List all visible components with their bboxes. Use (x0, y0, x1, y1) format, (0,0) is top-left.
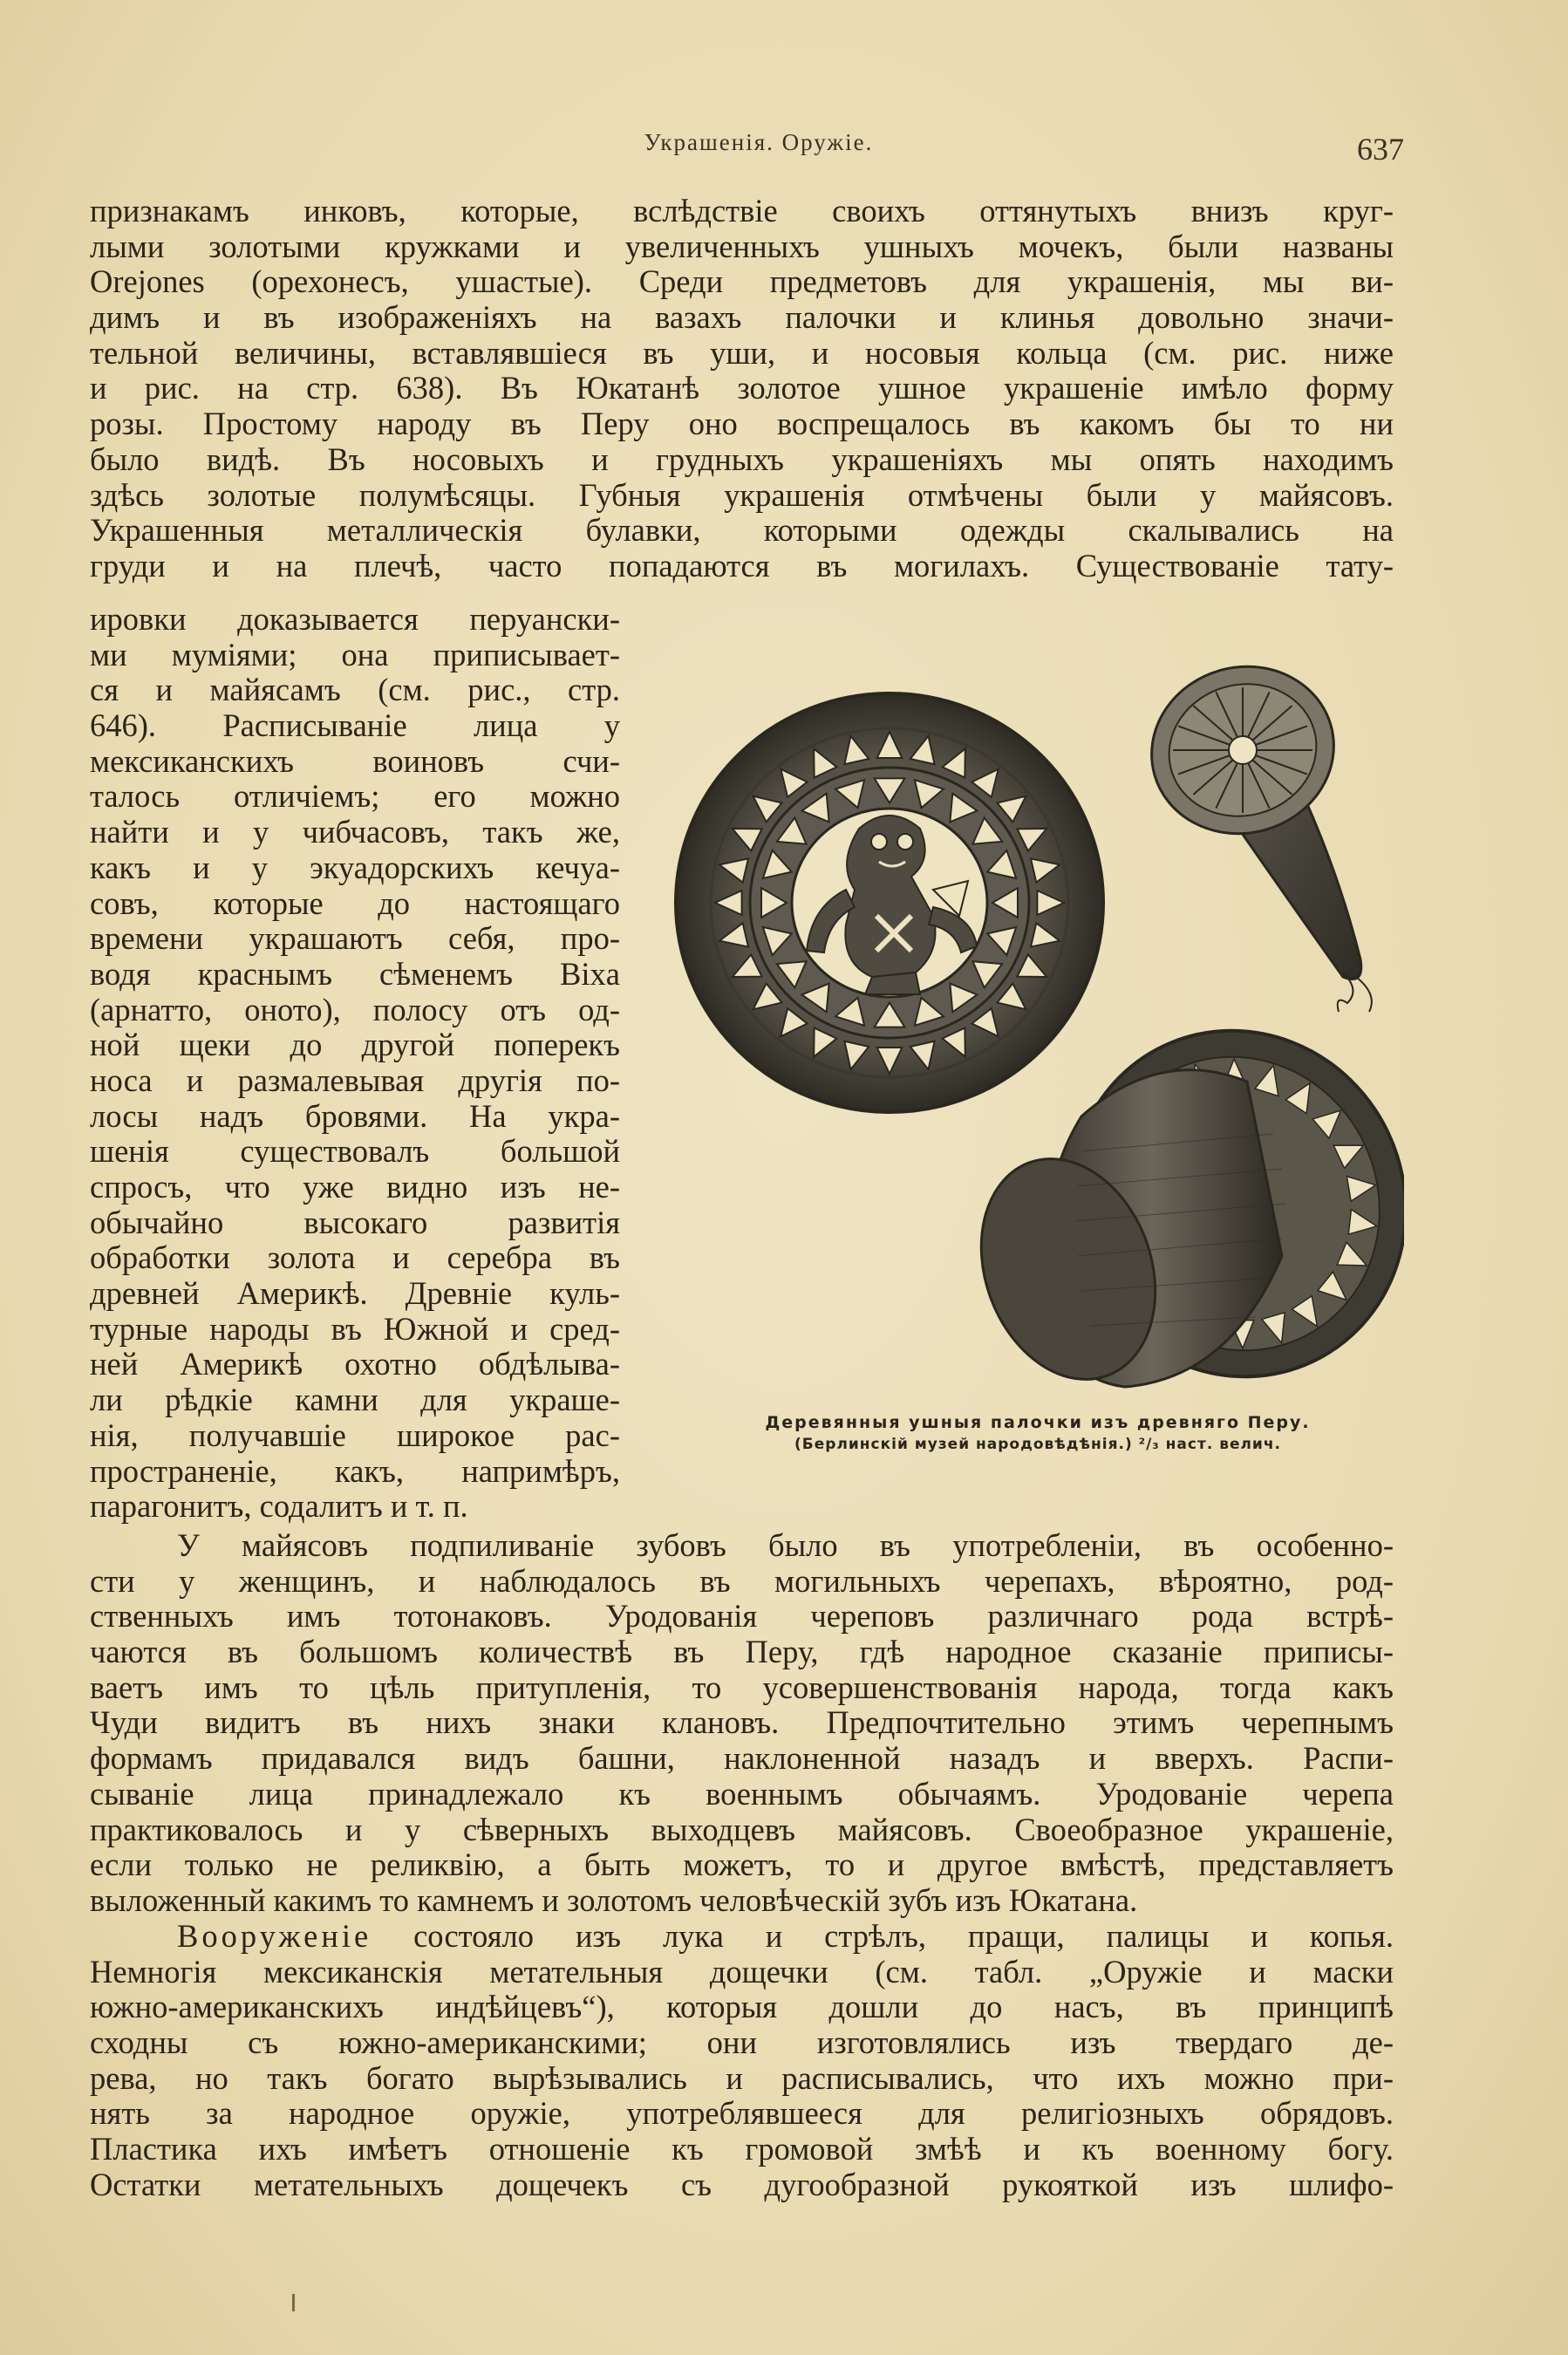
text-line: Чуди видитъ въ нихъ знаки клановъ. Предпочтительно этимъ черепнымъ (90, 1705, 1394, 1741)
text-line: ственныхъ имъ тотонаковъ. Уродованія череповъ различнаго рода встрѣ- (90, 1599, 1394, 1635)
text-line: У майясовъ подпиливаніе зубовъ было въ употребленіи, въ особенно- (177, 1528, 1394, 1563)
caption-source: (Берлинскій музей народовѣдѣнія.) ²/₃ наст. велич. (794, 1436, 1281, 1453)
text-line: сходны съ южно-американскими; они изготовлялись изъ твердаго де- (90, 2025, 1394, 2061)
text-line: выложенный какимъ то камнемъ и золотомъ человѣческій зубъ изъ Юкатана. (90, 1882, 1138, 1918)
text-line: лыми золотыми кружками и увеличенныхъ ушныхъ мочекъ, были названы (90, 229, 1394, 264)
text-line: и рис. на стр. 638). Въ Юкатанѣ золотое ушное украшеніе имѣло форму (90, 371, 1394, 406)
text-line: ней Америкѣ охотно обдѣлыва- (90, 1347, 620, 1382)
text-line: нять за народное оружіе, употреблявшееся для религіозныхъ обрядовъ. (90, 2096, 1394, 2132)
text-line: формамъ придавался видъ башни, наклоненной назадъ и вверхъ. Распи- (90, 1741, 1394, 1777)
text-line: пространеніе, какъ, напримѣръ, (90, 1453, 620, 1489)
text-line: было видѣ. Въ носовыхъ и грудныхъ украшеніяхъ мы опять находимъ (90, 441, 1394, 477)
text-line: мексиканскихъ воиновъ счи- (90, 743, 620, 779)
text-line: ми муміями; она приписывает- (90, 637, 620, 672)
text-line: Остатки метательныхъ дощечекъ съ дугообразной рукояткой изъ шлифо- (90, 2167, 1394, 2202)
text-line: груди и на плечѣ, часто попадаются въ могилахъ. Существованіе тату- (90, 548, 1394, 584)
text-line: если только не реликвію, а быть можетъ, то и другое вмѣстѣ, представляетъ (90, 1847, 1394, 1883)
text-line: Пластика ихъ имѣетъ отношеніе къ громовой змѣѣ и къ военному богу. (90, 2132, 1394, 2167)
text-line: совъ, которые до настоящаго (90, 885, 620, 921)
text-line: нія, получавшіе широкое рас- (90, 1417, 620, 1453)
text-line: талось отличіемъ; его можно (90, 779, 620, 815)
text-line: парагонитъ, содалитъ и т. п. (90, 1489, 468, 1525)
text-line: димъ и въ изображеніяхъ на вазахъ палочки и клинья довольно значи- (90, 300, 1394, 336)
text-line: найти и у чибчасовъ, такъ же, (90, 815, 620, 850)
text-line: обычайно высокаго развитія (90, 1205, 620, 1240)
ear-plugs-illustration (672, 628, 1404, 1439)
text-line: ваетъ имъ то цѣль притупленія, то усовершенствованія народа, тогда какъ (90, 1669, 1394, 1705)
text-fragment: состояло изъ лука и стрѣлъ, пращи, палицы и копья. (372, 1919, 1394, 1954)
text-line: древней Америкѣ. Древніе куль- (90, 1276, 620, 1312)
text-line: Немногія мексиканскія метательныя дощечки (см. табл. „Оружіе и маски (90, 1954, 1394, 1990)
paper-speck (292, 2294, 295, 2311)
paragraph-bottom (90, 1528, 1394, 1919)
figure-caption (663, 1413, 1413, 1453)
text-line: шенія существовалъ большой (90, 1134, 620, 1170)
text-line: ли рѣдкіе камни для украше- (90, 1382, 620, 1418)
text-line: рева, но такъ богато вырѣзывались и расписывались, что ихъ можно при- (90, 2060, 1394, 2096)
text-line: ся и майясамъ (см. рис., стр. (90, 672, 620, 708)
text-line: тельной величины, вставлявшіеся въ уши, и носовыя кольца (см. рис. ниже (90, 335, 1394, 371)
text-line: времени украшаютъ себя, про- (90, 921, 620, 957)
paragraph-weapons (90, 1919, 1394, 2203)
engraving-svg (672, 628, 1404, 1439)
text-line: признакамъ инковъ, которые, вслѣдствіе своихъ оттянутыхъ внизъ круг- (90, 194, 1394, 229)
text-line: Orejones (орехонесъ, ушастые). Среди предметовъ для украшенія, мы ви- (90, 264, 1394, 300)
text-line: ной щеки до другой поперекъ (90, 1027, 620, 1063)
paragraph-top (90, 194, 1394, 584)
text-line: Украшенныя металлическія булавки, которыми одежды скалывались на (90, 513, 1394, 549)
text-line: сти у женщинъ, и наблюдалось въ могильныхъ черепахъ, вѣроятно, род- (90, 1563, 1394, 1599)
text-line: практиковалось и у сѣверныхъ выходцевъ майясовъ. Своеобразное украшеніе, (90, 1812, 1394, 1847)
small-rosette-earplug (1133, 646, 1372, 1012)
text-line: южно-американскихъ индѣйцевъ“), которыя дошли до насъ, въ принципѣ (90, 1990, 1394, 2025)
text-line: спросъ, что уже видно изъ не- (90, 1170, 620, 1205)
text-line-first (90, 1919, 1394, 1955)
text-line: лосы надъ бровями. На укра- (90, 1098, 620, 1134)
page-number: 637 (1357, 132, 1404, 167)
running-head: Украшенія. Оружіе. (644, 129, 874, 155)
caption-title: Деревянныя ушныя палочки изъ древняго Перу. (765, 1413, 1311, 1432)
text-line: ировки доказывается перуански- (90, 602, 620, 637)
text-line: какъ и у экуадорскихъ кечуа- (90, 850, 620, 885)
text-line: турные народы въ Южной и сред- (90, 1311, 620, 1347)
text-line: розы. Простому народу въ Перу оно воспрещалось въ какомъ бы то ни (90, 406, 1394, 442)
text-line: носа и размалевывая другія по- (90, 1062, 620, 1098)
text-line: чаются въ большомъ количествѣ въ Перу, гдѣ народное сказаніе приписы- (90, 1635, 1394, 1670)
text-line: 646). Расписываніе лица у (90, 708, 620, 744)
text-line: здѣсь золотые полумѣсяцы. Губныя украшенія отмѣчены были у майясовъ. (90, 477, 1394, 513)
text-line: сываніе лица принадлежало къ военнымъ обычаямъ. Уродованіе черепа (90, 1776, 1394, 1812)
spaced-heading-word: Вооруженіе (177, 1919, 372, 1954)
column-left-text (90, 602, 620, 1525)
text-line: водя краснымъ сѣменемъ Bixa (90, 956, 620, 992)
large-disc-earplug (676, 693, 1103, 1112)
text-line: обработки золота и серебра въ (90, 1240, 620, 1276)
text-line: (арнатто, оното), полосу отъ од- (90, 992, 620, 1027)
